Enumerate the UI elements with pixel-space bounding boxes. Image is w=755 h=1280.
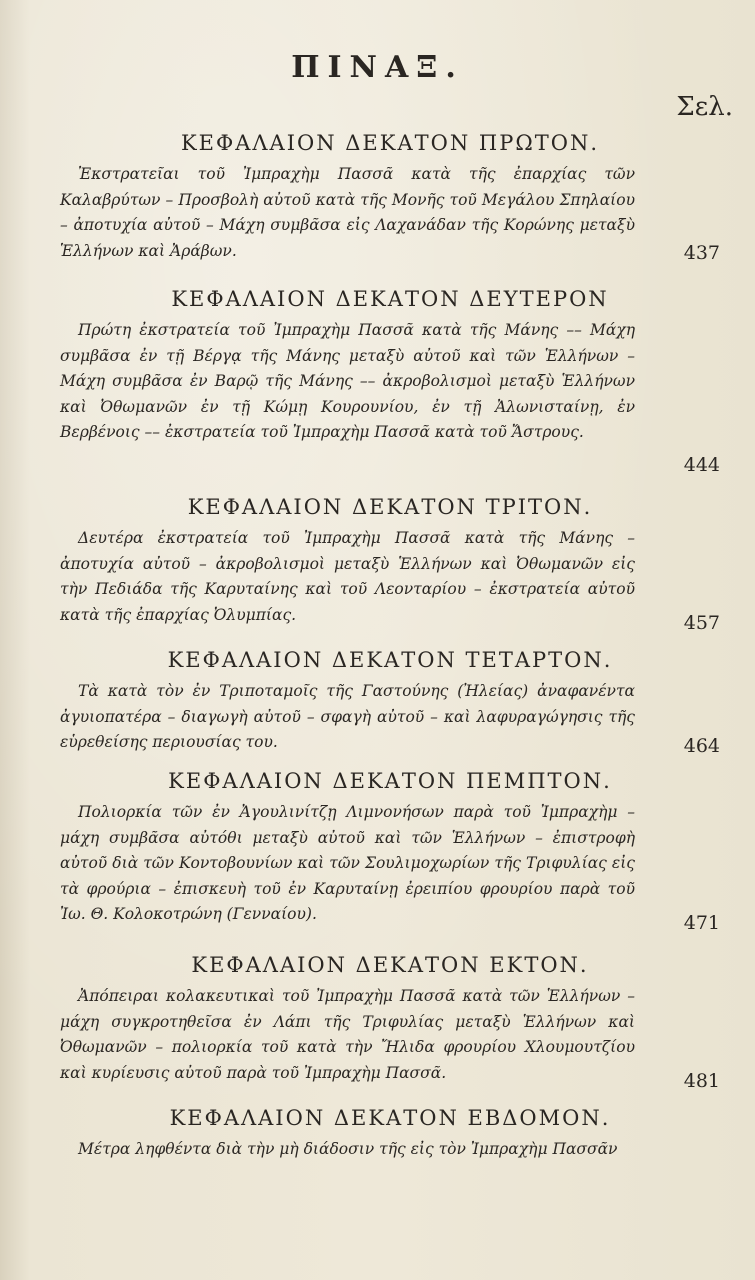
chapter-summary: Ἀπόπειραι κολακευτικαὶ τοῦ Ἰμπραχὴμ Πασσᾶ κατὰ τῶν Ἑλλήνων – μάχη συγκροτηθεῖσα ἐν Λάπι τῆς Τριφυλίας μεταξὺ Ἑλλήνων καὶ Ὀθωμανῶν – πολιορκία τοῦ κατὰ τὴν Ἤλιδα φρουρίου Χλουμουτζίου καὶ κυρίευσις αὐτοῦ παρὰ τοῦ Ἰμπραχὴμ Πασσᾶ. xyxy=(60,987,635,1082)
chapter-heading: ΚΕΦΑΛΑΙΟΝ ΔΕΚΑΤΟΝ ΔΕΥΤΕΡΟΝ xyxy=(171,287,609,311)
chapter-summary: Πολιορκία τῶν ἐν Ἀγουλινίτζῃ Λιμνονήσων παρὰ τοῦ Ἰμπραχὴμ – μάχη συμβᾶσα αὐτόθι μεταξὺ αὐτοῦ καὶ τῶν Ἑλλήνων – ἐπιστροφὴ αὐτοῦ διὰ τῶν Κοντοβουνίων καὶ τῶν Σουλιμοχωρίων τῆς Τριφυλίας εἰς τὰ φρούρια – ἐπισκευὴ τοῦ ἐν Καρυταίνῃ ἐρειπίου φρουρίου παρὰ τοῦ Ἰω. Θ. Κολοκοτρώνη (Γενναίου). xyxy=(60,803,635,923)
chapter-heading: ΚΕΦΑΛΑΙΟΝ ΔΕΚΑΤΟΝ ΤΡΙΤΟΝ. xyxy=(187,495,593,519)
chapter-page-number: 464 xyxy=(683,735,720,757)
chapter-summary: Πρώτη ἐκστρατεία τοῦ Ἰμπραχὴμ Πασσᾶ κατὰ τῆς Μάνης –– Μάχη συμβᾶσα ἐν τῇ Βέργᾳ τῆς Μάνης μεταξὺ αὐτοῦ καὶ τῶν Ἑλλήνων – Μάχη συμβᾶσα ἐν Βαρῷ τῆς Μάνης –– ἀκροβολισμοὶ μεταξὺ Ἑλλήνων καὶ Ὀθωμανῶν ἐν τῇ Κώμῃ Κουρουνίου, ἐν τῇ Ἀλωνισταίνῃ, ἐν Βερβένοις –– ἐκστρατεία τοῦ Ἰμπραχὴμ Πασσᾶ κατὰ τοῦ Ἄστρους. xyxy=(60,321,635,441)
chapter-heading: ΚΕΦΑΛΑΙΟΝ ΔΕΚΑΤΟΝ ΠΡΩΤΟΝ. xyxy=(180,131,600,155)
chapter-13 xyxy=(60,492,720,634)
page-column-label: Σελ. xyxy=(676,92,733,122)
chapter-summary: Τὰ κατὰ τὸν ἐν Τριποταμοῖς τῆς Γαστούνης (Ἠλείας) ἀναφανέντα ἀγυιοπατέρα – διαγωγὴ αὐτοῦ – σφαγὴ αὐτοῦ – καὶ λαφυραγώγησις τῆς εὑρεθείσης περιουσίας του. xyxy=(60,682,635,751)
chapter-summary: Μέτρα ληφθέντα διὰ τὴν μὴ διάδοσιν τῆς εἰς τὸν Ἰμπραχὴμ Πασσᾶν xyxy=(78,1140,618,1158)
chapter-page-number: 481 xyxy=(683,1070,720,1092)
chapter-15 xyxy=(60,766,720,934)
chapter-summary: Ἐκστρατεῖαι τοῦ Ἰμπραχὴμ Πασσᾶ κατὰ τῆς ἐπαρχίας τῶν Καλαβρύτων – Προσβολὴ αὐτοῦ κατὰ τῆς Μονῆς τοῦ Μεγάλου Σπηλαίου – ἀποτυχία αὐτοῦ – Μάχη συμβᾶσα εἰς Λαχανάδαν τῆς Κορώνης μεταξὺ Ἑλλήνων καὶ Ἀράβων. xyxy=(60,165,635,260)
chapter-page-number: 471 xyxy=(683,912,720,934)
chapter-16 xyxy=(60,950,720,1092)
chapter-summary: Δευτέρα ἐκστρατεία τοῦ Ἰμπραχὴμ Πασσᾶ κατὰ τῆς Μάνης – ἀποτυχία αὐτοῦ – ἀκροβολισμοὶ μεταξὺ Ἑλλήνων καὶ Ὀθωμανῶν εἰς τὴν Πεδιάδα τῆς Καρυταίνης καὶ τοῦ Λεονταρίου – ἐκστρατεία αὐτοῦ κατὰ τῆς ἐπαρχίας Ὀλυμπίας. xyxy=(60,529,635,624)
chapter-11 xyxy=(60,128,720,264)
chapter-heading: ΚΕΦΑΛΑΙΟΝ ΔΕΚΑΤΟΝ ΤΕΤΑΡΤΟΝ. xyxy=(167,648,613,672)
chapter-heading: ΚΕΦΑΛΑΙΟΝ ΔΕΚΑΤΟΝ ΕΒΔΟΜΟΝ. xyxy=(169,1106,611,1130)
chapter-page-number: 457 xyxy=(683,612,720,634)
chapter-12 xyxy=(60,284,720,476)
chapter-page-number: 437 xyxy=(683,242,720,264)
chapter-14 xyxy=(60,645,720,756)
chapter-17 xyxy=(60,1103,720,1163)
page-title: ΠΙΝΑΞ. xyxy=(291,50,464,85)
chapter-heading: ΚΕΦΑΛΑΙΟΝ ΔΕΚΑΤΟΝ ΕΚΤΟΝ. xyxy=(191,953,589,977)
chapter-heading: ΚΕΦΑΛΑΙΟΝ ΔΕΚΑΤΟΝ ΠΕΜΠΤΟΝ. xyxy=(168,769,612,793)
chapter-page-number: 444 xyxy=(683,454,720,476)
